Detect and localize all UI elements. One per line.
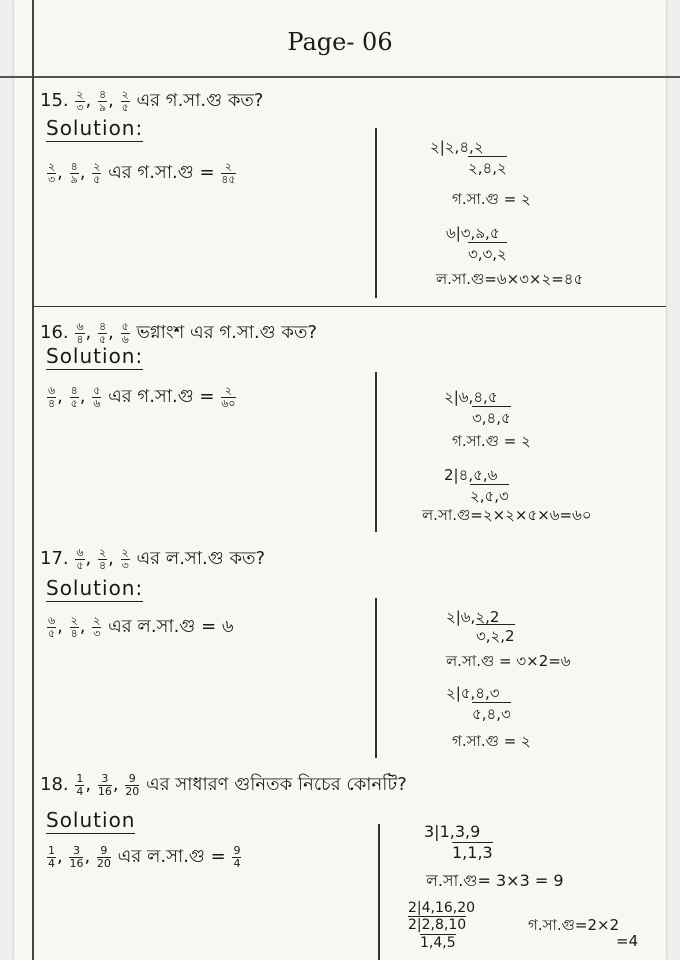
rough-division: ২|২,৪,২ <box>430 138 484 156</box>
column-divider <box>375 128 377 298</box>
question-text: এর গ.সা.গু কত? <box>136 90 264 111</box>
question-15: 15. $\frac{২}{৩}$ , $\frac{৪}{৯}$ , $\frac{২}{৫}$ এর গ.সা.গু কত? <box>40 87 264 114</box>
solution-label: Solution: <box>46 344 144 368</box>
column-divider <box>375 598 377 758</box>
question-16: 16. $\frac{৬}{৪}$ , $\frac{৪}{৫}$ , $\frac{৫}{৬}$ ভগ্নাংশ এর গ.সা.গু কত? <box>40 319 318 346</box>
answer-16: $\frac{৬}{৪}$ , $\frac{৪}{৫}$ , $\frac{৫}{৬}$ এর গ.সা.গু = $\frac{২}{৬০}$ <box>48 383 236 410</box>
question-18: 18. $\frac{1}{4}$ , $\frac{3}{16}$ , $\frac{9}{20}$ এর সাধারণ গুনিতক নিচের কোনটি? <box>40 771 407 798</box>
answer-15: $\frac{২}{৩}$ , $\frac{৪}{৯}$ , $\frac{২}{৫}$ এর গ.সা.গু = $\frac{২}{৪৫}$ <box>48 159 236 186</box>
solution-label: Solution <box>46 808 136 832</box>
solution-label: Solution: <box>46 576 144 600</box>
question-number: 15. <box>40 90 69 111</box>
header-rule <box>0 76 680 78</box>
section-separator <box>34 306 666 307</box>
column-divider <box>378 824 380 960</box>
margin-line <box>32 0 34 960</box>
page-title: Page- 06 <box>287 28 393 56</box>
column-divider <box>375 372 377 532</box>
solution-label: Solution: <box>46 116 144 140</box>
answer-18: $\frac{1}{4}$ , $\frac{3}{16}$ , $\frac{9}{20}$ এর ল.সা.গু = $\frac{9}{4}$ <box>48 843 241 870</box>
question-17: 17. $\frac{৬}{৫}$ , $\frac{২}{৪}$ , $\frac{২}{৩}$ এর ল.সা.গু কত? <box>40 545 266 572</box>
answer-17: $\frac{৬}{৫}$ , $\frac{২}{৪}$ , $\frac{২}{৩}$ এর ল.সা.গু = ৬ <box>48 613 234 640</box>
